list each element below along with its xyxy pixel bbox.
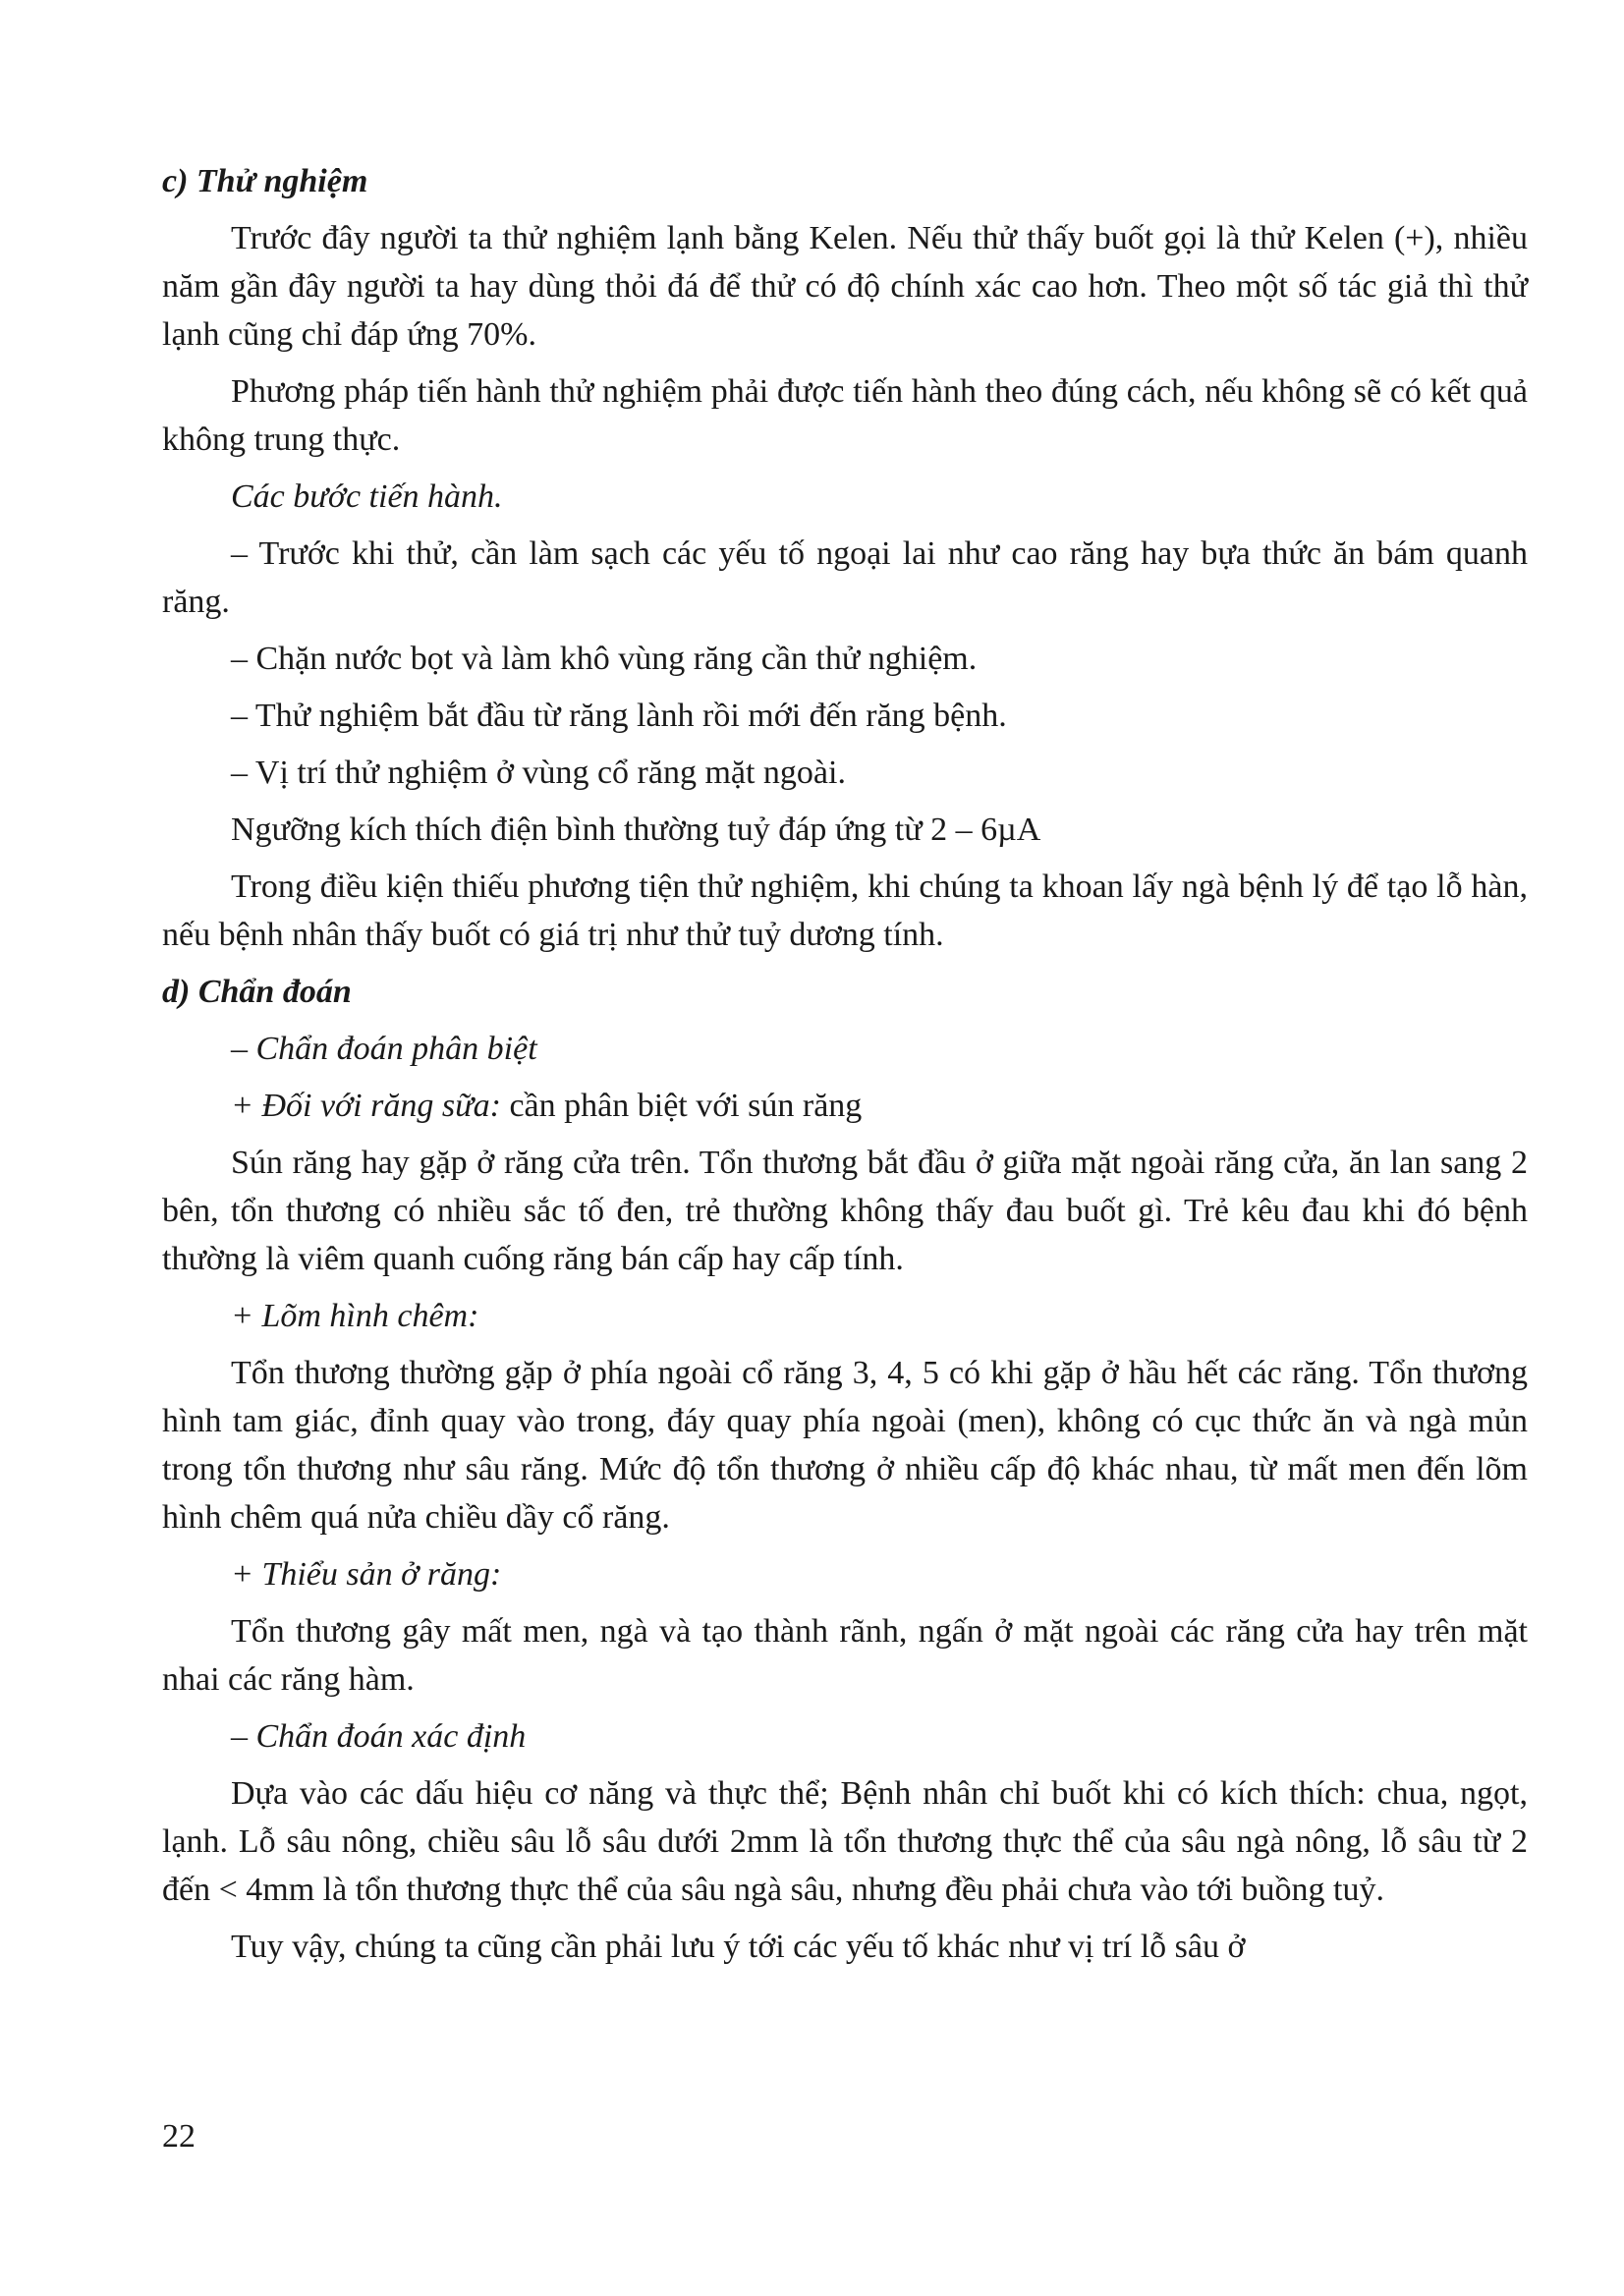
paragraph: Tổn thương thường gặp ở phía ngoài cổ răng 3, 4, 5 có khi gặp ở hầu hết các răng. Tổn thương hình tam giác, đỉnh quay vào trong, đáy quay phía ngoài (men), không có cục thức ăn và ngà mủn trong tổn thương như sâu răng. Mức độ tổn thương ở nhiều cấp độ khác nhau, từ mất men đến lõm hình chêm quá nửa chiều dầy cổ răng.: [162, 1355, 1528, 1536]
paragraph: Phương pháp tiến hành thử nghiệm phải được tiến hành theo đúng cách, nếu không sẽ có kết quả không trung thực.: [162, 373, 1528, 458]
paragraph: Ngưỡng kích thích điện bình thường tuỷ đáp ứng từ 2 – 6µA: [231, 812, 1041, 848]
subheading: – Chẩn đoán phân biệt: [231, 1031, 537, 1067]
paragraph: Trước đây người ta thử nghiệm lạnh bằng Kelen. Nếu thử thấy buốt gọi là thử Kelen (+), nhiều năm gần đây người ta hay dùng thỏi đá để thử có độ chính xác cao hơn. Theo một số tác giả thì thử lạnh cũng chỉ đáp ứng 70%.: [162, 220, 1528, 353]
paragraph: Trong điều kiện thiếu phương tiện thử nghiệm, khi chúng ta khoan lấy ngà bệnh lý để tạo lỗ hàn, nếu bệnh nhân thấy buốt có giá trị như thử tuỷ dương tính.: [162, 868, 1528, 953]
subheading: + Thiểu sản ở răng:: [231, 1556, 502, 1593]
text: cần phân biệt với sún răng: [500, 1088, 863, 1124]
list-item: – Chặn nước bọt và làm khô vùng răng cần thử nghiệm.: [231, 641, 978, 677]
section-c-heading: c) Thử nghiệm: [162, 163, 368, 199]
paragraph: [162, 1082, 1528, 1130]
paragraph: Sún răng hay gặp ở răng cửa trên. Tổn thương bắt đầu ở giữa mặt ngoài răng cửa, ăn lan sang 2 bên, tổn thương có nhiều sắc tố đen, trẻ thường không thấy đau buốt gì. Trẻ kêu đau khi đó bệnh thường là viêm quanh cuống răng bán cấp hay cấp tính.: [162, 1145, 1528, 1277]
steps-title: Các bước tiến hành.: [231, 478, 503, 515]
page-content: [162, 157, 1528, 1980]
list-item: – Thử nghiệm bắt đầu từ răng lành rồi mới đến răng bệnh.: [231, 698, 1007, 734]
paragraph: Tổn thương gây mất men, ngà và tạo thành rãnh, ngấn ở mặt ngoài các răng cửa hay trên mặt nhai các răng hàm.: [162, 1613, 1528, 1698]
subheading: – Chẩn đoán xác định: [231, 1718, 527, 1755]
list-item: – Vị trí thử nghiệm ở vùng cổ răng mặt ngoài.: [231, 755, 846, 791]
section-d-heading: d) Chẩn đoán: [162, 974, 352, 1010]
label: + Đối với răng sữa:: [231, 1088, 501, 1124]
list-item: – Trước khi thử, cần làm sạch các yếu tố ngoại lai như cao răng hay bựa thức ăn bám quanh răng.: [162, 535, 1528, 620]
paragraph: Dựa vào các dấu hiệu cơ năng và thực thể; Bệnh nhân chỉ buốt khi có kích thích: chua, ngọt, lạnh. Lỗ sâu nông, chiều sâu lỗ sâu dưới 2mm là tổn thương thực thể của sâu ngà nông, lỗ sâu từ 2 đến < 4mm là tổn thương thực thể của sâu ngà sâu, nhưng đều phải chưa vào tới buồng tuỷ.: [162, 1775, 1528, 1908]
page-number: 22: [162, 2118, 196, 2155]
paragraph: Tuy vậy, chúng ta cũng cần phải lưu ý tới các yếu tố khác như vị trí lỗ sâu ở: [231, 1929, 1246, 1965]
subheading: + Lõm hình chêm:: [231, 1298, 479, 1334]
